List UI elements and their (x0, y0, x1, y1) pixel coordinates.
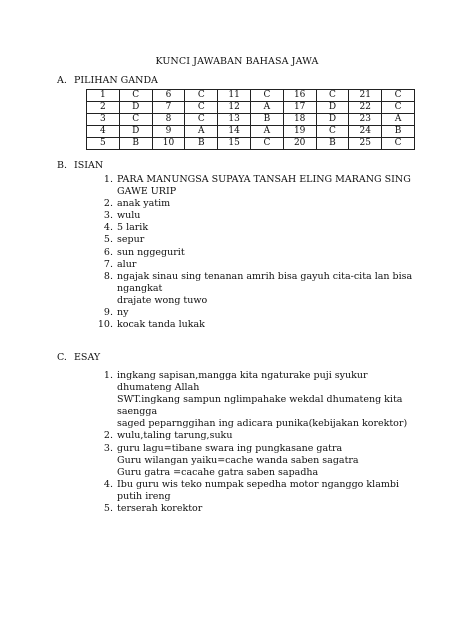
answer-letter-cell: D (316, 102, 349, 114)
answer-letter-cell: C (185, 102, 218, 114)
list-item-number: 1. (103, 174, 113, 185)
isian-list-item (97, 198, 427, 210)
answer-letter-cell: A (250, 126, 283, 138)
section-letter: A. (57, 75, 67, 86)
answer-letter-cell: C (316, 90, 349, 102)
isian-list-item (97, 222, 427, 234)
question-number-cell: 14 (218, 126, 251, 138)
list-item-text: kocak tanda lukak (117, 319, 205, 331)
answer-letter-cell: B (382, 126, 415, 138)
answer-letter-cell: C (185, 90, 218, 102)
list-item-number: 10. (97, 319, 113, 331)
question-number-cell: 19 (283, 126, 316, 138)
list-item-number: 4. (103, 478, 113, 490)
answer-letter-cell: C (185, 114, 218, 126)
list-item-text: wulu (117, 210, 141, 222)
answer-letter-cell: B (250, 114, 283, 126)
essay-list-item (97, 443, 417, 479)
answer-letter-cell: C (382, 90, 415, 102)
isian-answer-list (97, 174, 427, 331)
section-label: ESAY (74, 352, 101, 363)
section-label: PILIHAN GANDA (74, 75, 158, 86)
list-item-text: sun nggegurit (117, 246, 185, 258)
isian-list-item (97, 247, 427, 259)
question-number-cell: 17 (283, 102, 316, 114)
list-item-number: 5. (103, 234, 113, 246)
table-row (87, 102, 415, 114)
list-item-text: wulu,taling tarung,suku (117, 430, 233, 442)
answer-letter-cell: B (185, 138, 218, 150)
list-item-text: Guru gatra =cacahe gatra saben sapadha (117, 466, 319, 478)
list-item-text: alur (117, 258, 137, 270)
section-heading-isian (57, 160, 103, 171)
essay-list-item (97, 370, 417, 430)
question-number-cell: 8 (152, 114, 185, 126)
isian-list-item (97, 307, 427, 319)
question-number-cell: 20 (283, 138, 316, 150)
list-item-text: sepur (117, 234, 145, 246)
list-item-text: drajate wong tuwo (117, 294, 208, 306)
essay-list-item (97, 503, 417, 515)
list-item-text: ngajak sinau sing tenanan amrih bisa gayuh cita-cita lan bisa ngangkat (117, 270, 413, 294)
list-item-number: 3. (103, 210, 113, 222)
answer-letter-cell: D (119, 126, 152, 138)
table-row (87, 114, 415, 126)
question-number-cell: 12 (218, 102, 251, 114)
list-item-text: anak yatim (117, 198, 171, 210)
list-item-text: 5 larik (117, 222, 149, 234)
question-number-cell: 6 (152, 90, 185, 102)
answer-letter-cell: D (316, 114, 349, 126)
question-number-cell: 24 (349, 126, 382, 138)
section-heading-pilihan-ganda (57, 75, 158, 86)
table-row (87, 138, 415, 150)
question-number-cell: 25 (349, 138, 382, 150)
answer-letter-cell: C (382, 102, 415, 114)
answer-letter-cell: A (382, 114, 415, 126)
list-item-text: Guru wilangan yaiku=cache wanda saben sagatra (117, 454, 359, 466)
isian-list-item (97, 259, 427, 271)
list-item-text: terserah korektor (117, 503, 203, 515)
question-number-cell: 16 (283, 90, 316, 102)
answer-letter-cell: D (119, 102, 152, 114)
answer-letter-cell: B (316, 138, 349, 150)
answer-letter-cell: C (119, 114, 152, 126)
essay-list-item (97, 430, 417, 442)
question-number-cell: 21 (349, 90, 382, 102)
list-item-number: 2. (103, 198, 113, 210)
list-item-text: PARA MANUNGSA SUPAYA TANSAH ELING MARANG SING GAWE URIP (117, 174, 411, 198)
list-item-number: 9. (103, 307, 113, 319)
question-number-cell: 11 (218, 90, 251, 102)
answer-letter-cell: C (119, 90, 152, 102)
section-label: ISIAN (74, 160, 104, 171)
answer-letter-cell: A (185, 126, 218, 138)
question-number-cell: 4 (87, 126, 120, 138)
answer-key-table (86, 89, 415, 150)
list-item-text: guru lagu=tibane swara ing pungkasane gatra (117, 442, 343, 454)
essay-answer-list (97, 370, 417, 515)
isian-list-item (97, 271, 427, 307)
answer-letter-cell: B (119, 138, 152, 150)
list-item-number: 6. (103, 246, 113, 258)
answer-letter-cell: C (382, 138, 415, 150)
list-item-text: saged peparnggihan ing adicara punika(kebijakan korektor) (117, 418, 408, 430)
question-number-cell: 13 (218, 114, 251, 126)
list-item-number: 1. (103, 370, 113, 381)
section-letter: C. (57, 352, 67, 363)
question-number-cell: 10 (152, 138, 185, 150)
table-row (87, 126, 415, 138)
question-number-cell: 18 (283, 114, 316, 126)
list-item-text: ingkang sapisan,mangga kita ngaturake puji syukur dhumateng Allah (117, 370, 368, 394)
question-number-cell: 2 (87, 102, 120, 114)
question-number-cell: 9 (152, 126, 185, 138)
isian-list-item (97, 174, 427, 198)
answer-letter-cell: C (250, 90, 283, 102)
question-number-cell: 3 (87, 114, 120, 126)
list-item-text: ny (117, 307, 129, 319)
table-row (87, 90, 415, 102)
isian-list-item (97, 234, 427, 246)
question-number-cell: 7 (152, 102, 185, 114)
question-number-cell: 1 (87, 90, 120, 102)
question-number-cell: 5 (87, 138, 120, 150)
question-number-cell: 15 (218, 138, 251, 150)
essay-list-item (97, 479, 417, 503)
list-item-text: SWT.ingkang sampun nglimpahake wekdal dhumateng kita saengga (117, 394, 403, 418)
list-item-number: 7. (103, 258, 113, 270)
question-number-cell: 22 (349, 102, 382, 114)
list-item-text: Ibu guru wis teko numpak sepedha motor nganggo klambi putih ireng (117, 478, 399, 502)
section-letter: B. (57, 160, 68, 171)
list-item-number: 2. (103, 430, 113, 442)
section-heading-esay (57, 352, 100, 363)
list-item-number: 5. (103, 503, 113, 515)
list-item-number: 3. (103, 442, 113, 454)
answer-letter-cell: C (316, 126, 349, 138)
answer-letter-cell: A (250, 102, 283, 114)
answer-letter-cell: C (250, 138, 283, 150)
question-number-cell: 23 (349, 114, 382, 126)
isian-list-item (97, 319, 427, 331)
document-title: KUNCI JAWABAN BAHASA JAWA (155, 56, 319, 67)
list-item-number: 8. (103, 270, 113, 282)
list-item-number: 4. (103, 222, 113, 234)
isian-list-item (97, 210, 427, 222)
